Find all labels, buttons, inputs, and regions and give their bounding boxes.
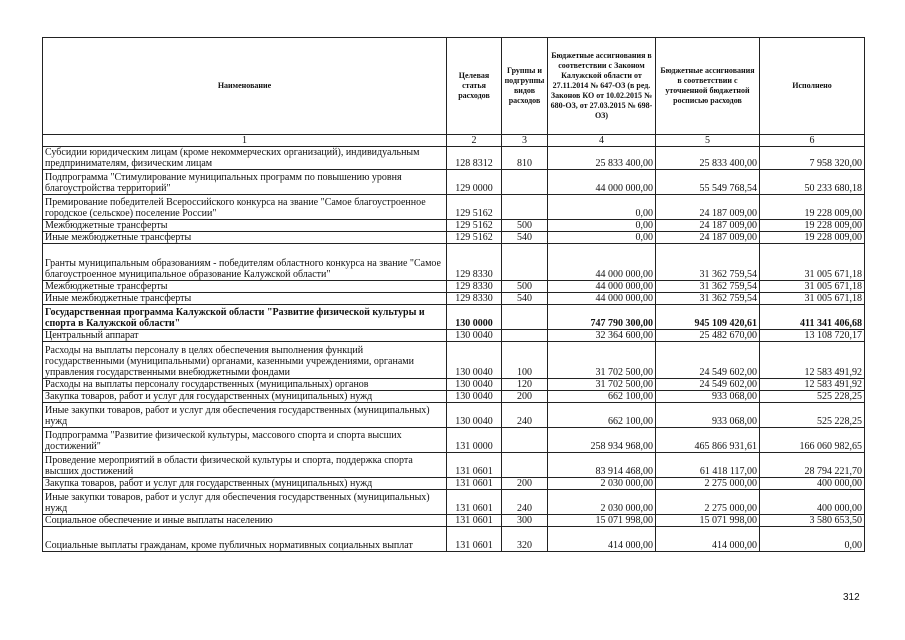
table-row — [43, 527, 865, 552]
row-budget-refined: 24 187 009,00 — [656, 195, 760, 220]
table-row — [43, 147, 865, 170]
row-name: Закупка товаров, работ и услуг для государственных (муниципальных) нужд — [43, 391, 447, 403]
row-code: 129 5162 — [447, 220, 502, 232]
row-budget-refined: 2 275 000,00 — [656, 478, 760, 490]
table-header-row — [43, 38, 865, 135]
row-code: 130 0000 — [447, 305, 502, 330]
row-group — [502, 453, 548, 478]
row-name: Межбюджетные трансферты — [43, 220, 447, 232]
table-row — [43, 391, 865, 403]
row-executed: 0,00 — [760, 527, 865, 552]
row-code: 131 0601 — [447, 478, 502, 490]
row-group: 540 — [502, 232, 548, 244]
row-budget-refined: 933 068,00 — [656, 403, 760, 428]
row-budget-law: 44 000 000,00 — [548, 170, 656, 195]
header-group: Группы и подгруппы видов расходов — [502, 38, 548, 135]
row-budget-law: 662 100,00 — [548, 403, 656, 428]
row-group: 540 — [502, 293, 548, 305]
row-budget-refined: 465 866 931,61 — [656, 428, 760, 453]
row-code: 130 0040 — [447, 342, 502, 379]
row-group: 320 — [502, 527, 548, 552]
row-executed: 12 583 491,92 — [760, 342, 865, 379]
row-group: 500 — [502, 220, 548, 232]
row-executed: 19 228 009,00 — [760, 232, 865, 244]
row-code: 131 0000 — [447, 428, 502, 453]
row-name: Гранты муниципальным образованиям - победителям областного конкурса на звание "Самое благоустроенное муниципальное образование Калужской области" — [43, 244, 447, 281]
row-executed: 7 958 320,00 — [760, 147, 865, 170]
row-name: Иные межбюджетные трансферты — [43, 293, 447, 305]
row-code: 129 5162 — [447, 232, 502, 244]
row-executed: 166 060 982,65 — [760, 428, 865, 453]
row-budget-refined: 945 109 420,61 — [656, 305, 760, 330]
row-code: 128 8312 — [447, 147, 502, 170]
header-code: Целевая статья расходов — [447, 38, 502, 135]
column-number: 2 — [447, 135, 502, 147]
table-row — [43, 330, 865, 342]
row-budget-law: 258 934 968,00 — [548, 428, 656, 453]
row-budget-refined: 55 549 768,54 — [656, 170, 760, 195]
row-executed: 19 228 009,00 — [760, 195, 865, 220]
row-group — [502, 330, 548, 342]
table-row — [43, 403, 865, 428]
row-budget-law: 83 914 468,00 — [548, 453, 656, 478]
table-row — [43, 305, 865, 330]
column-number: 1 — [43, 135, 447, 147]
table-body — [43, 147, 865, 552]
row-budget-law: 32 364 600,00 — [548, 330, 656, 342]
row-group — [502, 170, 548, 195]
table-row — [43, 244, 865, 281]
row-budget-law: 44 000 000,00 — [548, 293, 656, 305]
header-name: Наименование — [43, 38, 447, 135]
column-number: 4 — [548, 135, 656, 147]
row-budget-refined: 2 275 000,00 — [656, 490, 760, 515]
row-group: 240 — [502, 490, 548, 515]
table-row — [43, 293, 865, 305]
column-number: 3 — [502, 135, 548, 147]
row-group: 500 — [502, 281, 548, 293]
row-budget-refined: 25 482 670,00 — [656, 330, 760, 342]
row-group: 240 — [502, 403, 548, 428]
row-code: 130 0040 — [447, 391, 502, 403]
row-code: 129 8330 — [447, 293, 502, 305]
row-name: Проведение мероприятий в области физической культуры и спорта, поддержка спорта высших достижений — [43, 453, 447, 478]
row-budget-law: 662 100,00 — [548, 391, 656, 403]
row-executed: 525 228,25 — [760, 391, 865, 403]
row-budget-law: 31 702 500,00 — [548, 379, 656, 391]
row-budget-law: 2 030 000,00 — [548, 478, 656, 490]
column-number-row — [43, 135, 865, 147]
row-group: 200 — [502, 478, 548, 490]
row-budget-law: 44 000 000,00 — [548, 281, 656, 293]
row-executed: 31 005 671,18 — [760, 281, 865, 293]
table-row — [43, 379, 865, 391]
row-budget-refined: 24 187 009,00 — [656, 232, 760, 244]
row-code: 129 8330 — [447, 244, 502, 281]
row-budget-law: 747 790 300,00 — [548, 305, 656, 330]
row-budget-refined: 31 362 759,54 — [656, 293, 760, 305]
row-budget-law: 0,00 — [548, 232, 656, 244]
row-budget-law: 25 833 400,00 — [548, 147, 656, 170]
table-row — [43, 515, 865, 527]
row-budget-refined: 414 000,00 — [656, 527, 760, 552]
table-row — [43, 478, 865, 490]
row-executed: 3 580 653,50 — [760, 515, 865, 527]
page-number: 312 — [843, 592, 860, 603]
table-row — [43, 453, 865, 478]
row-group: 120 — [502, 379, 548, 391]
table-row — [43, 281, 865, 293]
row-budget-law: 0,00 — [548, 195, 656, 220]
row-group — [502, 244, 548, 281]
row-group: 200 — [502, 391, 548, 403]
row-executed: 19 228 009,00 — [760, 220, 865, 232]
row-name: Государственная программа Калужской области "Развитие физической культуры и спорта в Калужской области" — [43, 305, 447, 330]
row-budget-refined: 31 362 759,54 — [656, 244, 760, 281]
row-executed: 13 108 720,17 — [760, 330, 865, 342]
row-name: Иные закупки товаров, работ и услуг для обеспечения государственных (муниципальных) нужд — [43, 490, 447, 515]
row-name: Закупка товаров, работ и услуг для государственных (муниципальных) нужд — [43, 478, 447, 490]
row-budget-law: 414 000,00 — [548, 527, 656, 552]
row-executed: 31 005 671,18 — [760, 244, 865, 281]
column-number: 5 — [656, 135, 760, 147]
row-budget-law: 44 000 000,00 — [548, 244, 656, 281]
row-group: 300 — [502, 515, 548, 527]
header-budget-refined: Бюджетные ассигнования в соответствии с уточненной бюджетной росписью расходов — [656, 38, 760, 135]
row-group — [502, 428, 548, 453]
header-executed: Исполнено — [760, 38, 865, 135]
row-executed: 400 000,00 — [760, 478, 865, 490]
row-budget-law: 15 071 998,00 — [548, 515, 656, 527]
row-budget-refined: 31 362 759,54 — [656, 281, 760, 293]
row-name: Иные закупки товаров, работ и услуг для обеспечения государственных (муниципальных) нужд — [43, 403, 447, 428]
row-code: 130 0040 — [447, 379, 502, 391]
row-group: 100 — [502, 342, 548, 379]
row-code: 129 0000 — [447, 170, 502, 195]
row-name: Подпрограмма "Развитие физической культуры, массового спорта и спорта высших достижений" — [43, 428, 447, 453]
row-budget-refined: 24 549 602,00 — [656, 379, 760, 391]
row-executed: 31 005 671,18 — [760, 293, 865, 305]
row-code: 131 0601 — [447, 527, 502, 552]
table-row — [43, 195, 865, 220]
row-budget-refined: 25 833 400,00 — [656, 147, 760, 170]
row-group — [502, 195, 548, 220]
row-code: 130 0040 — [447, 403, 502, 428]
table-row — [43, 232, 865, 244]
header-budget-law: Бюджетные ассигнования в соответствии с Законом Калужской области от 27.11.2014 № 647-ОЗ (в ред. Законов КО от 10.02.2015 № 680-ОЗ, от 27.03.2015 № 698-ОЗ) — [548, 38, 656, 135]
row-code: 131 0601 — [447, 515, 502, 527]
row-name: Социальное обеспечение и иные выплаты населению — [43, 515, 447, 527]
row-executed: 50 233 680,18 — [760, 170, 865, 195]
table-row — [43, 490, 865, 515]
row-code: 129 5162 — [447, 195, 502, 220]
row-budget-law: 31 702 500,00 — [548, 342, 656, 379]
row-name: Расходы на выплаты персоналу государственных (муниципальных) органов — [43, 379, 447, 391]
row-name: Премирование победителей Всероссийского конкурса на звание "Самое благоустроенное городское (сельское) поселение России" — [43, 195, 447, 220]
row-name: Субсидии юридическим лицам (кроме некоммерческих организаций), индивидуальным предпринимателям, физическим лицам — [43, 147, 447, 170]
row-budget-refined: 61 418 117,00 — [656, 453, 760, 478]
row-name: Расходы на выплаты персоналу в целях обеспечения выполнения функций государственными (муниципальными) органами, казенными учреждениями, органами управления государственными внебюджетными фондами — [43, 342, 447, 379]
row-executed: 400 000,00 — [760, 490, 865, 515]
row-executed: 525 228,25 — [760, 403, 865, 428]
table-row — [43, 170, 865, 195]
table-row — [43, 342, 865, 379]
row-budget-refined: 933 068,00 — [656, 391, 760, 403]
table-row — [43, 220, 865, 232]
row-executed: 411 341 406,68 — [760, 305, 865, 330]
table-row — [43, 428, 865, 453]
row-group — [502, 305, 548, 330]
row-group: 810 — [502, 147, 548, 170]
row-name: Центральный аппарат — [43, 330, 447, 342]
row-name: Подпрограмма "Стимулирование муниципальных программ по повышению уровня благоустройства территорий" — [43, 170, 447, 195]
row-code: 131 0601 — [447, 453, 502, 478]
row-budget-refined: 24 549 602,00 — [656, 342, 760, 379]
column-number: 6 — [760, 135, 865, 147]
row-budget-refined: 15 071 998,00 — [656, 515, 760, 527]
row-code: 131 0601 — [447, 490, 502, 515]
row-code: 129 8330 — [447, 281, 502, 293]
row-executed: 12 583 491,92 — [760, 379, 865, 391]
row-code: 130 0040 — [447, 330, 502, 342]
row-name: Межбюджетные трансферты — [43, 281, 447, 293]
budget-execution-table — [42, 37, 865, 552]
row-name: Иные межбюджетные трансферты — [43, 232, 447, 244]
row-budget-law: 0,00 — [548, 220, 656, 232]
row-executed: 28 794 221,70 — [760, 453, 865, 478]
row-budget-law: 2 030 000,00 — [548, 490, 656, 515]
row-budget-refined: 24 187 009,00 — [656, 220, 760, 232]
row-name: Социальные выплаты гражданам, кроме публичных нормативных социальных выплат — [43, 527, 447, 552]
